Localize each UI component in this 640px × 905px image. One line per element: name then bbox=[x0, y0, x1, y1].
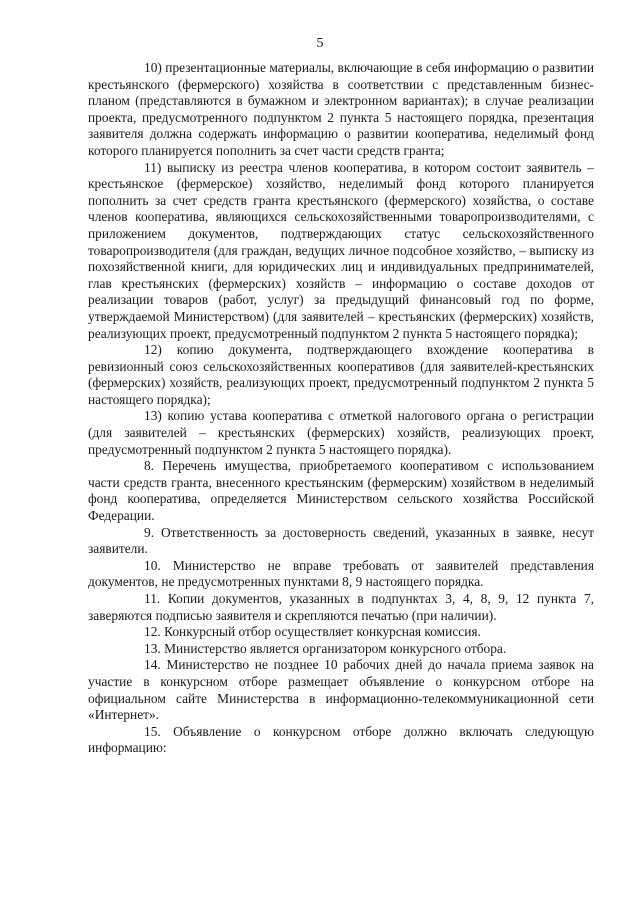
paragraph-11-document-copies: 11. Копии документов, указанных в подпунктах 3, 4, 8, 9, 12 пункта 7, заверяются подписью заявителя и скрепляются печатью (при наличии). bbox=[88, 591, 594, 623]
paragraph-15-announcement-content: 15. Объявление о конкурсном отборе должно включать следующую информацию: bbox=[88, 723, 594, 756]
paragraph-10-ministry-rights: 10. Министерство не вправе требовать от заявителей представления документов, не предусмотренных пунктами 8, 9 настоящего порядка. bbox=[88, 557, 594, 590]
page-number: 5 bbox=[316, 36, 324, 51]
paragraph-13-charter-copy: 13) копию устава кооператива с отметкой налогового органа о регистрации (для заявителей – крестьянских (фермерских) хозяйств, реализующих проект, предусмотренный подпунктом 2 пункта 5 настоящего порядка). bbox=[88, 408, 594, 457]
paragraph-13-organizer: 13. Министерство является организатором конкурсного отбора. bbox=[144, 640, 507, 656]
paragraph-14-announcement: 14. Министерство не позднее 10 рабочих дней до начала приема заявок на участие в конкурсном отборе размещает объявление о конкурсном отборе на официальном сайте Министерства в информационно-телекоммуникационной сети «Интернет». bbox=[88, 657, 594, 723]
paragraph-9-responsibility: 9. Ответственность за достоверность сведений, указанных в заявке, несут заявители. bbox=[88, 524, 594, 557]
paragraph-12-commission: 12. Конкурсный отбор осуществляет конкурсная комиссия. bbox=[144, 624, 481, 640]
paragraph-12-audit-union: 12) копию документа, подтверждающего вхождение кооператива в ревизионный союз сельскохозяйственных кооперативов (для заявителей-крестьянских (фермерских) хозяйств, реализующих проект, предусмотренный подпунктом 2 пункта 5 настоящего порядка); bbox=[88, 342, 594, 407]
paragraph-11-registry-extract: 11) выписку из реестра членов кооператива, в котором состоит заявитель – крестьянское (фермерское) хозяйство, неделимый фонд которого планируется пополнить за счет средств гранта крестьянского (фермерского) хозяйства, о составе членов кооператива, являющихся сельскохозяйственными товаропроизводителями, с приложением документов, подтверждающих статус сельскохозяйственного товаропроизводителя (для граждан, ведущих личное подсобное хозяйство, – выписку из похозяйственной книги, для юридических лиц и индивидуальных предпринимателей, глав крестьянских (фермерских) хозяйств – информацию о составе доходов от реализации товаров (работ, услуг) за предыдущий финансовый год по форме, утверждаемой Министерством) (для заявителей – крестьянских (фермерских) хозяйств, реализующих проект, предусмотренный подпунктом 2 пункта 5 настоящего порядка); bbox=[88, 159, 594, 341]
paragraph-8-property-list: 8. Перечень имущества, приобретаемого кооперативом с использованием части средств гранта, внесенного крестьянским (фермерским) хозяйством в неделимый фонд кооператива, определяется Министерством сельского хозяйства Российской Федерации. bbox=[88, 458, 594, 524]
page-content bbox=[88, 60, 594, 757]
paragraph-10-presentation: 10) презентационные материалы, включающие в себя информацию о развитии крестьянского (фермерского) хозяйства в соответствии с представленным бизнес-планом (представляются в бумажном и электронном вариантах); в случае реализации проекта, предусмотренного подпунктом 2 пункта 5 настоящего порядка, презентация заявителя должна содержать информацию о развитии кооператива, неделимый фонд которого планируется пополнить за счет части средств гранта; bbox=[88, 60, 594, 158]
